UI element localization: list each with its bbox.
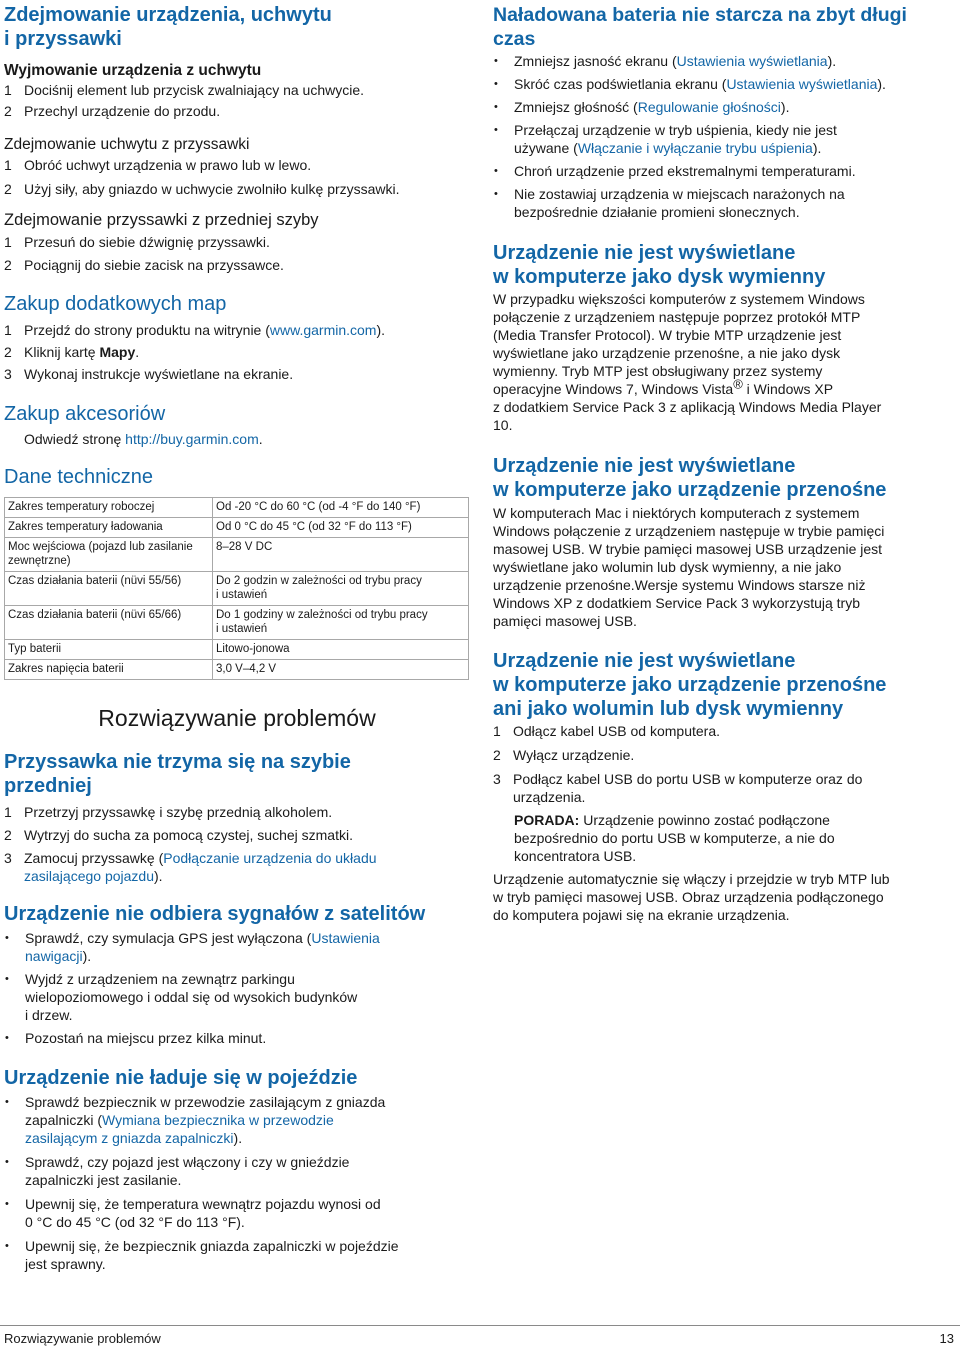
display-settings-link[interactable]: Ustawienia wyświetlania (676, 53, 828, 69)
paragraph: Urządzenie automatycznie się włączy i przejdzie w tryb MTP lub w tryb pamięci masowej USB. Obraz urządzenia podłączonego do komputera pojawi się na ekranie urządzenia. (493, 871, 890, 923)
bullet-item: • Sprawdź bezpiecznik w przewodzie zasilającym z gniazda zapalniczki (Wymiana bezpiecznika w przewodzie zasilającym z gniazda zapalniczki). (4, 1093, 470, 1147)
bullet-list (493, 52, 956, 221)
bullet-item: • Wyjdź z urządzeniem na zewnątrz parkingu wielopoziomowego i oddal się od wysokich budynków i drzew. (4, 970, 470, 1024)
spec-label: Czas działania baterii (nüvi 55/56) (5, 572, 213, 606)
section-title: Przyssawka nie trzyma się na szybie przedniej (4, 751, 351, 797)
section-not-portable-device (493, 454, 956, 630)
spec-row (5, 498, 469, 518)
section-specifications (4, 465, 470, 489)
spec-label: Zakres temperatury roboczej (5, 498, 213, 518)
section-title: Urządzenie nie jest wyświetlane w komputerze jako urządzenie przenośne (493, 455, 887, 501)
step-item: 2 Przechyl urządzenie do przodu. (4, 103, 221, 119)
bullet-list (4, 929, 470, 1047)
fuse-link[interactable]: Wymiana bezpiecznika w przewodzie (102, 1112, 334, 1128)
section-removing-device (4, 3, 332, 51)
page-number: 13 (939, 1331, 954, 1346)
spec-label: Zakres napięcia baterii (5, 660, 213, 680)
tip-note: PORADA: Urządzenie powinno zostać podłączone bezpośrednio do portu USB w komputerze, a nie do koncentratora USB. (514, 812, 835, 864)
section-title: Urządzenie nie odbiera sygnałów z satelitów (4, 903, 426, 925)
spec-value: Litowo-jonowa (213, 640, 469, 660)
step-list (4, 803, 470, 885)
step-item: 1 Obróć uchwyt urządzenia w prawo lub w lewo. (4, 157, 312, 173)
spec-value: 8–28 V DC (213, 538, 469, 572)
bullet-item: • Przełączaj urządzenie w tryb uśpienia, kiedy nie jest używane (Włączanie i wyłączanie trybu uśpienia). (493, 121, 956, 157)
step-item: 1 Przejdź do strony produktu na witrynie (www.garmin.com). (4, 322, 386, 338)
step-list (4, 156, 470, 198)
bullet-item: • Upewnij się, że temperatura wewnątrz pojazdu wynosi od 0 °C do 45 °C (od 32 °F do 113 °F). (4, 1195, 470, 1231)
spec-row (5, 538, 469, 572)
section-title: Urządzenie nie jest wyświetlane w komputerze jako urządzenie przenośne ani jako wolumin lub dysk wymienny (493, 650, 887, 720)
fuse-link-cont[interactable]: zasilającym z gniazda zapalniczki (25, 1130, 234, 1146)
tip-label: PORADA: (514, 812, 580, 828)
section-title: Zakup akcesoriów (4, 403, 166, 425)
nav-settings-link[interactable]: Ustawienia (311, 930, 380, 946)
power-cable-link-cont[interactable]: zasilającego pojazdu (24, 868, 154, 884)
step-item: 3 Zamocuj przyssawkę (Podłączanie urządzenia do układu zasilającego pojazdu). (4, 850, 377, 884)
buy-garmin-link[interactable]: http://buy.garmin.com (125, 431, 259, 447)
paragraph: W komputerach Mac i niektórych komputerach z systemem Windows połączenie z urządzeniem następuje w trybie pamięci masowej USB. W trybie pamięci masowej USB urządzenie jest wyświetlane jako wolumin lub dysk wymienny, a nie jako urządzenie przenośne.Wersje systemu Windows starsze niż Windows XP z dodatkiem Service Pack 3 wykorzystują tryb pamięci masowej USB. (493, 505, 885, 629)
subsection-heading: Zdejmowanie uchwytu z przyssawki (4, 136, 250, 153)
section-buying-accessories (4, 402, 470, 448)
bullet-list (4, 1093, 470, 1273)
section-title: Zdejmowanie urządzenia, uchwytu i przyssawki (4, 4, 332, 50)
section-title: Zakup dodatkowych map (4, 293, 227, 315)
step-item: 2 Kliknij kartę Mapy. (4, 344, 140, 360)
section-not-removable-drive (493, 241, 956, 434)
section-no-satellites (4, 902, 470, 1047)
subsection-heading: Zdejmowanie przyssawki z przedniej szyby (4, 211, 319, 229)
step-item: 2 Pociągnij do siebie zacisk na przyssawce. (4, 257, 284, 273)
spec-label: Zakres temperatury ładowania (5, 518, 213, 538)
bullet-item: • Zmniejsz głośność (Regulowanie głośności). (493, 98, 956, 116)
section-title: Urządzenie nie ładuje się w pojeździe (4, 1067, 358, 1089)
bullet-item: • Sprawdź, czy symulacja GPS jest wyłączona (Ustawienia nawigacji). (4, 929, 470, 965)
spec-value: Od 0 °C do 45 °C (od 32 °F do 113 °F) (213, 518, 469, 538)
spec-row (5, 660, 469, 680)
step-list (4, 233, 470, 274)
section-not-charging (4, 1066, 470, 1273)
step-item: 3 Podłącz kabel USB do portu USB w komputerze oraz do urządzenia. (493, 771, 863, 805)
paragraph: W przypadku większości komputerów z systemem Windows połączenie z urządzeniem następuje poprzez protokół MTP (Media Transfer Protocol). W trybie MTP urządzenie jest wyświetlane jako urządzenie przenośne, a nie jako dysk wymienny. Tryb MTP jest obsługiwany przez systemy operacyjne Windows 7, Windows Vista® i Windows XP z dodatkiem Service Pack 3 z aplikacją Windows Media Player 10. (493, 291, 882, 433)
step-item: 2 Użyj siły, aby gniazdo w uchwycie zwolniło kulkę przyssawki. (4, 181, 400, 197)
step-item: 2 Wytrzyj do sucha za pomocą czystej, suchej szmatki. (4, 827, 353, 843)
subsection-heading: Wyjmowanie urządzenia z uchwytu (4, 62, 262, 79)
section-title: Dane techniczne (4, 466, 153, 488)
section-suction-cup (4, 750, 470, 885)
step-item: 1 Odłącz kabel USB od komputera. (493, 723, 720, 739)
bullet-item: • Chroń urządzenie przed ekstremalnymi temperaturami. (493, 162, 956, 180)
footer-section-name: Rozwiązywanie problemów (4, 1331, 161, 1346)
accessories-text: Odwiedź stronę http://buy.garmin.com. (24, 431, 263, 447)
section-title: Urządzenie nie jest wyświetlane w komputerze jako dysk wymienny (493, 242, 826, 288)
step-item: 1 Dociśnij element lub przycisk zwalniający na uchwycie. (4, 82, 365, 98)
section-battery-life (493, 3, 956, 221)
specs-table (4, 497, 469, 680)
spec-row (5, 606, 469, 640)
spec-value: 3,0 V–4,2 V (213, 660, 469, 680)
step-item: 1 Przesuń do siebie dźwignię przyssawki. (4, 234, 270, 250)
display-settings-link[interactable]: Ustawienia wyświetlania (726, 76, 878, 92)
spec-value: Do 2 godzin w zależności od trybu pracy i ustawień (213, 572, 469, 606)
spec-label: Moc wejściowa (pojazd lub zasilanie zewnętrzne) (5, 538, 213, 572)
bullet-item: • Skróć czas podświetlania ekranu (Ustawienia wyświetlania). (493, 75, 956, 93)
bullet-item: • Zmniejsz jasność ekranu (Ustawienia wyświetlania). (493, 52, 956, 70)
subsection-remove-from-cradle (4, 61, 470, 120)
bullet-item: • Upewnij się, że bezpiecznik gniazda zapalniczki w pojeździe jest sprawny. (4, 1237, 470, 1273)
step-list (493, 722, 956, 806)
subsection-remove-suction-mount (4, 210, 470, 274)
spec-row (5, 572, 469, 606)
step-list (4, 81, 470, 120)
section-not-recognized (493, 649, 956, 924)
chapter-title: Rozwiązywanie problemów (98, 705, 376, 731)
spec-value: Do 1 godziny w zależności od trybu pracy i ustawień (213, 606, 469, 640)
step-item: 1 Przetrzyj przyssawkę i szybę przednią alkoholem. (4, 804, 333, 820)
volume-link[interactable]: Regulowanie głośności (637, 99, 781, 115)
spec-label: Typ baterii (5, 640, 213, 660)
nav-settings-link-cont[interactable]: nawigacji (25, 948, 83, 964)
bullet-item: • Sprawdź, czy pojazd jest włączony i czy w gnieździe zapalniczki jest zasilanie. (4, 1153, 470, 1189)
spec-row (5, 518, 469, 538)
power-cable-link[interactable]: Podłączanie urządzenia do układu (163, 850, 377, 866)
bullet-item: • Pozostań na miejscu przez kilka minut. (4, 1029, 470, 1047)
footer-divider (0, 1325, 960, 1326)
step-item: 2 Wyłącz urządzenie. (493, 747, 635, 763)
spec-row (5, 640, 469, 660)
chapter-troubleshooting (4, 704, 470, 732)
garmin-link[interactable]: www.garmin.com (269, 322, 377, 338)
step-list (4, 321, 470, 383)
spec-label: Czas działania baterii (nüvi 65/66) (5, 606, 213, 640)
section-title: Naładowana bateria nie starcza na zbyt długi czas (493, 4, 907, 50)
sleep-mode-link[interactable]: Włączanie i wyłączanie trybu uśpienia (577, 140, 813, 156)
spec-value: Od -20 °C do 60 °C (od -4 °F do 140 °F) (213, 498, 469, 518)
bullet-item: • Nie zostawiaj urządzenia w miejscach narażonych na bezpośrednie działanie promieni słonecznych. (493, 185, 956, 221)
step-item: 3 Wykonaj instrukcje wyświetlane na ekranie. (4, 366, 294, 382)
subsection-remove-cradle-from-mount (4, 135, 470, 198)
section-buying-maps (4, 292, 470, 383)
